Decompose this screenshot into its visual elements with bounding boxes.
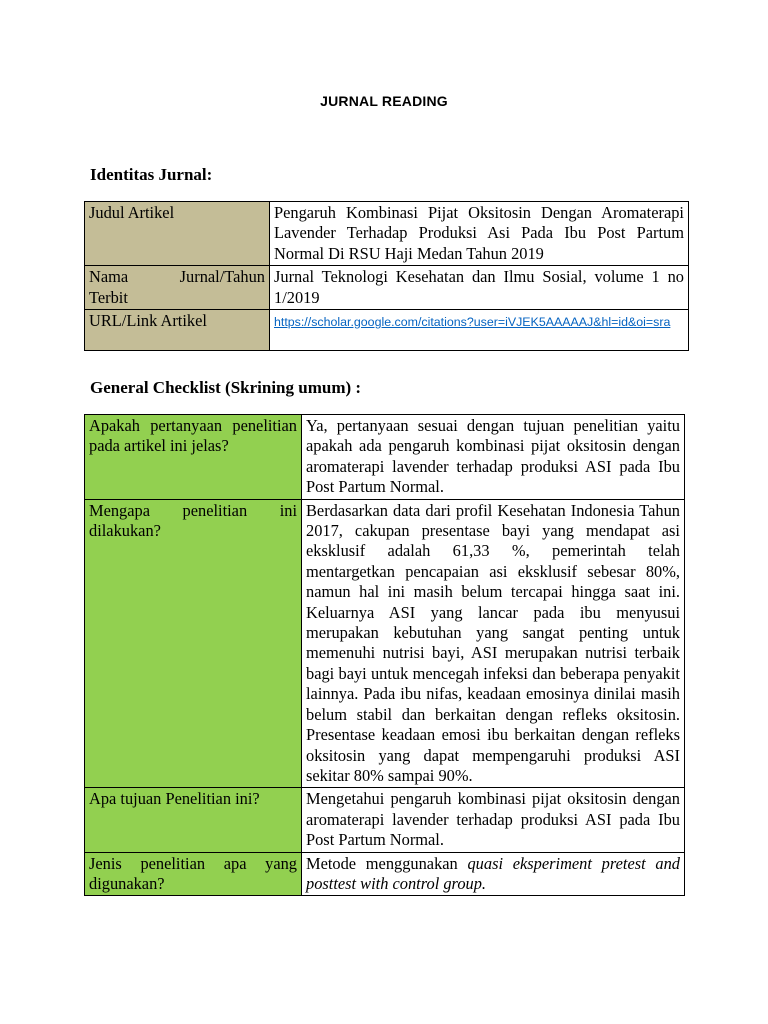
nama-label-right: Jurnal/Tahun bbox=[179, 267, 265, 287]
table-row bbox=[85, 788, 685, 852]
article-link[interactable]: https://scholar.google.com/citations?user=iVJEK5AAAAAJ&hl=id&oi=sra bbox=[274, 315, 671, 330]
question-cell: Jenis penelitian apa yang digunakan? bbox=[85, 852, 302, 896]
answer-prefix: Metode menggunakan bbox=[306, 853, 468, 873]
identitas-heading: Identitas Jurnal: bbox=[90, 165, 213, 184]
judul-label: Judul Artikel bbox=[85, 202, 270, 266]
answer-cell: Berdasarkan data dari profil Kesehatan Indonesia Tahun 2017, cakupan presentase bayi yang mendapat asi eksklusif adalah 61,33 %, pemerintah telah mentargetkan pencapaian asi eksklusif sebesar 80%, namun hal ini masih belum tercapai hingga saat ini. Keluarnya ASI yang lancar pada ibu menyusui merupakan kebutuhan yang sangat penting untuk memenuhi nutrisi bayi, ASI merupakan nutrisi terbaik bagi bayi untuk mencegah infeksi dan beberapa penyakit lainnya. Pada ibu nifas, keadaan emosinya dinilai masih belum stabil dan berkaitan dengan refleks oksitosin. Presentase keadaan emosi ibu berkaitan dengan refleks oksitosin yang dapat mempengaruhi produksi ASI sekitar 80% sampai 90%. bbox=[302, 499, 685, 788]
document-title: JURNAL READING bbox=[320, 93, 448, 109]
url-cell bbox=[270, 310, 689, 351]
table-row bbox=[85, 852, 685, 896]
nama-label-left: Nama bbox=[89, 267, 129, 287]
answer-cell bbox=[302, 852, 685, 896]
table-row bbox=[85, 310, 689, 351]
nama-label-line2: Terbit bbox=[89, 287, 128, 307]
checklist-heading: General Checklist (Skrining umum) : bbox=[90, 378, 362, 397]
nama-label bbox=[85, 266, 270, 310]
question-cell: Apa tujuan Penelitian ini? bbox=[85, 788, 302, 852]
checklist-table bbox=[84, 414, 685, 896]
answer-cell: Ya, pertanyaan sesuai dengan tujuan penelitian yaitu apakah ada pengaruh kombinasi pijat oksitosin dengan aromaterapi lavender terhadap produksi ASI pada Ibu Post Partum Normal. bbox=[302, 415, 685, 500]
table-row bbox=[85, 266, 689, 310]
table-row bbox=[85, 202, 689, 266]
url-label: URL/Link Artikel bbox=[85, 310, 270, 351]
identitas-table bbox=[84, 201, 689, 351]
answer-cell: Mengetahui pengaruh kombinasi pijat oksitosin dengan aromaterapi lavender terhadap produksi ASI pada Ibu Post Partum Normal. bbox=[302, 788, 685, 852]
question-cell: Mengapa penelitian ini dilakukan? bbox=[85, 499, 302, 788]
table-row bbox=[85, 499, 685, 788]
question-cell: Apakah pertanyaan penelitian pada artikel ini jelas? bbox=[85, 415, 302, 500]
judul-value: Pengaruh Kombinasi Pijat Oksitosin Dengan Aromaterapi Lavender Terhadap Produksi Asi Pada Ibu Post Partum Normal Di RSU Haji Medan Tahun 2019 bbox=[270, 202, 689, 266]
table-row bbox=[85, 415, 685, 500]
answer-method-italic: quasi eksperiment pretest and posttest with control group. bbox=[306, 853, 680, 893]
nama-value: Jurnal Teknologi Kesehatan dan Ilmu Sosial, volume 1 no 1/2019 bbox=[270, 266, 689, 310]
